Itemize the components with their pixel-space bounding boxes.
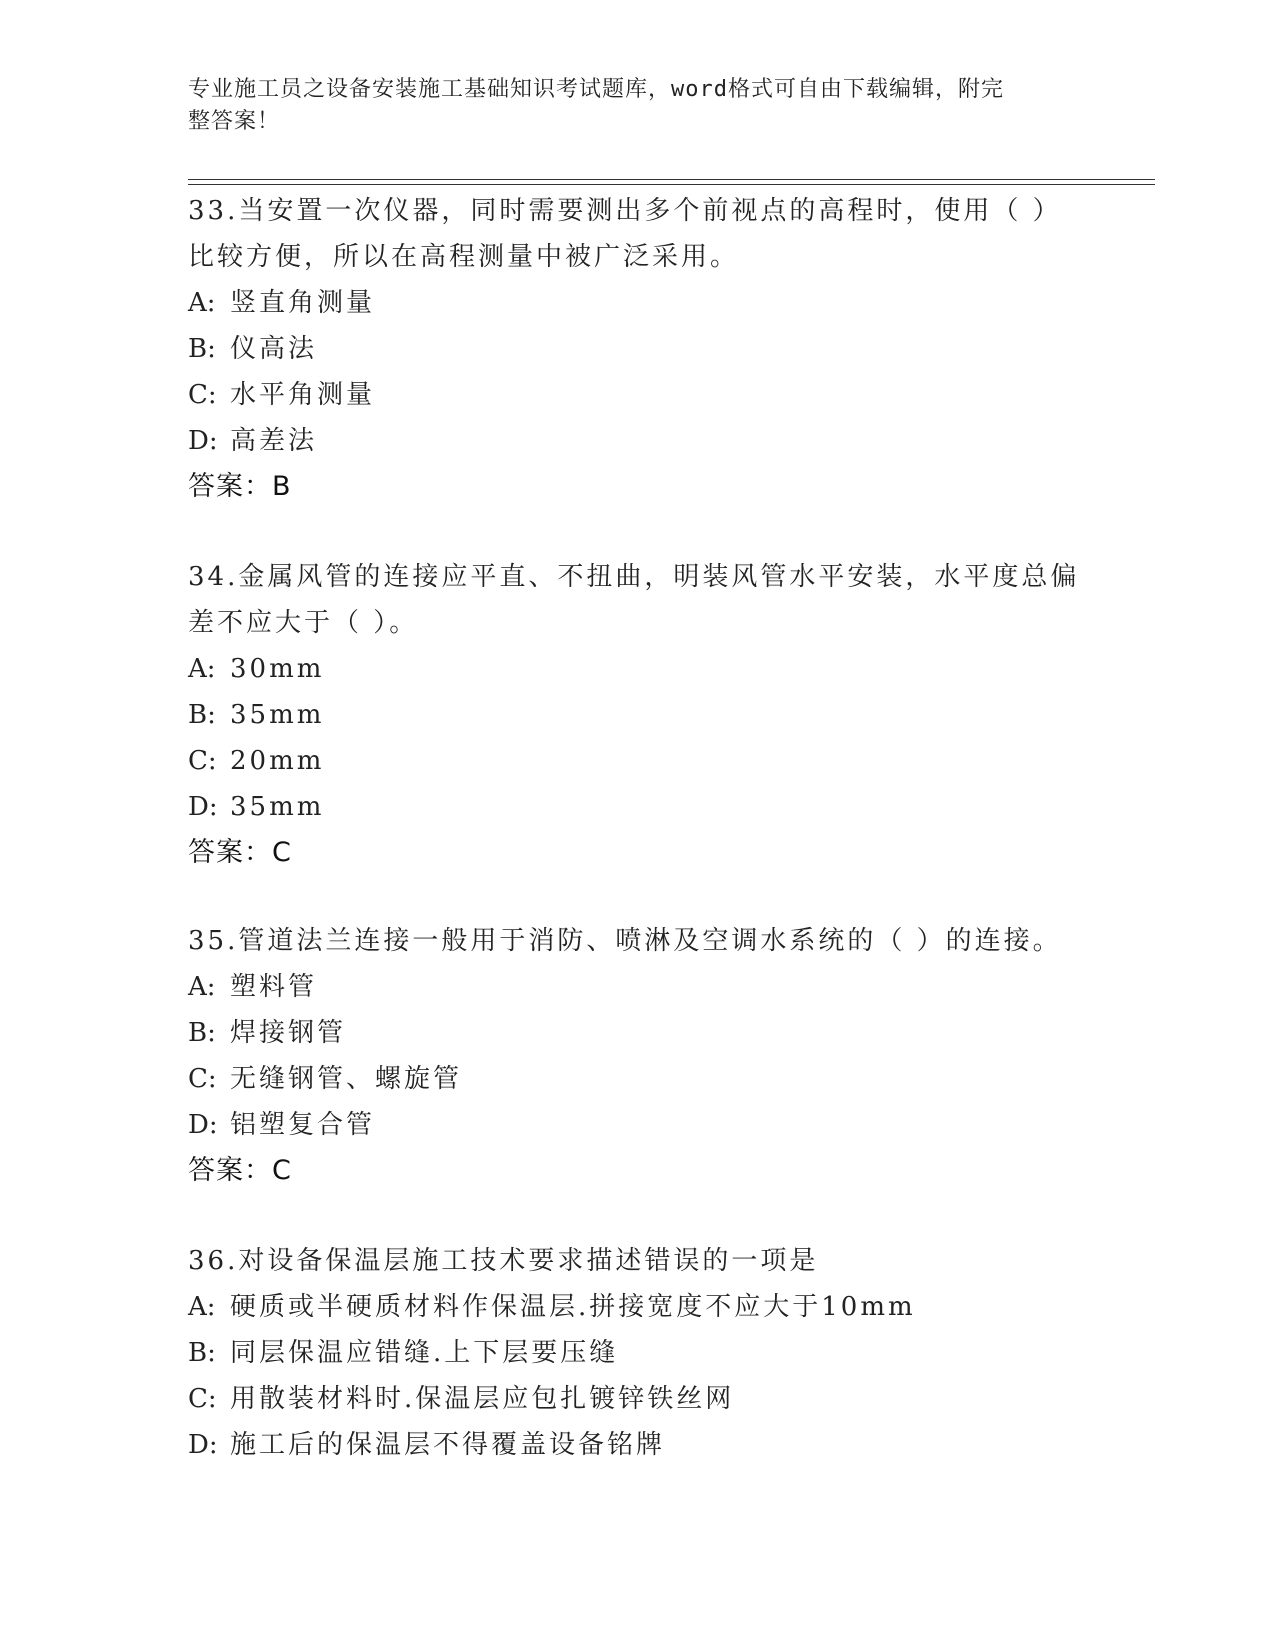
option-letter: D: (188, 792, 218, 822)
option-d (188, 784, 1088, 830)
header-divider-top (188, 179, 1155, 180)
option-letter: B: (188, 1338, 216, 1368)
option-text: 仪高法 (230, 334, 318, 364)
option-text: 高差法 (230, 426, 318, 456)
option-b (188, 1010, 1088, 1056)
option-d (188, 418, 1088, 464)
option-b (188, 326, 1088, 372)
question-stem-line: 比较方便，所以在高程测量中被广泛采用。 (188, 242, 740, 272)
option-letter: A: (188, 1292, 216, 1322)
option-letter: B: (188, 700, 216, 730)
option-letter: D: (188, 426, 218, 456)
option-a (188, 646, 1088, 692)
option-b (188, 692, 1088, 738)
option-text: 焊接钢管 (230, 1018, 347, 1048)
option-letter: A: (188, 288, 216, 318)
option-d (188, 1102, 1088, 1148)
option-letter: D: (188, 1110, 218, 1140)
question-35 (188, 918, 1088, 1194)
document-header (188, 74, 1068, 138)
option-letter: D: (188, 1430, 218, 1460)
question-stem-line: 34.金属风管的连接应平直、不扭曲，明装风管水平安装，水平度总偏 (188, 562, 1080, 592)
option-c (188, 1056, 1088, 1102)
option-text: 施工后的保温层不得覆盖设备铭牌 (230, 1430, 666, 1460)
answer-line: 答案：C (188, 1155, 292, 1186)
answer-line: 答案：B (188, 471, 292, 502)
option-c (188, 372, 1088, 418)
option-text: 塑料管 (230, 972, 318, 1002)
question-stem-line: 差不应大于（ ）。 (188, 608, 419, 638)
option-letter: B: (188, 1018, 216, 1048)
option-c (188, 738, 1088, 784)
option-letter: B: (188, 334, 216, 364)
question-stem-line: 36.对设备保温层施工技术要求描述错误的一项是 (188, 1246, 819, 1276)
header-line-2: 整答案！ (188, 109, 281, 134)
question-36 (188, 1238, 1088, 1468)
option-text: 硬质或半硬质材料作保温层.拼接宽度不应大于10mm (230, 1292, 916, 1322)
option-text: 30mm (230, 654, 325, 684)
question-33 (188, 188, 1088, 510)
option-b (188, 1330, 1088, 1376)
option-letter: C: (188, 746, 217, 776)
option-c (188, 1376, 1088, 1422)
option-letter: C: (188, 380, 217, 410)
option-letter: C: (188, 1064, 217, 1094)
option-letter: C: (188, 1384, 217, 1414)
option-text: 竖直角测量 (230, 288, 376, 318)
option-letter: A: (188, 972, 216, 1002)
option-a (188, 280, 1088, 326)
option-a (188, 1284, 1088, 1330)
header-line-1: 专业施工员之设备安装施工基础知识考试题库，word格式可自由下载编辑，附完 (188, 77, 1004, 102)
option-text: 35mm (230, 700, 325, 730)
option-text: 用散装材料时.保温层应包扎镀锌铁丝网 (230, 1384, 735, 1414)
option-a (188, 964, 1088, 1010)
answer-line: 答案：C (188, 837, 292, 868)
option-d (188, 1422, 1088, 1468)
question-stem-line: 35.管道法兰连接一般用于消防、喷淋及空调水系统的（ ）的连接。 (188, 926, 1062, 956)
option-text: 无缝钢管、螺旋管 (230, 1064, 463, 1094)
option-text: 水平角测量 (230, 380, 376, 410)
question-34 (188, 554, 1088, 876)
option-text: 铝塑复合管 (230, 1110, 376, 1140)
question-stem-line: 33.当安置一次仪器，同时需要测出多个前视点的高程时，使用（ ） (188, 196, 1062, 226)
header-divider-bottom (188, 184, 1155, 185)
option-text: 同层保温应错缝.上下层要压缝 (230, 1338, 619, 1368)
option-letter: A: (188, 654, 216, 684)
option-text: 35mm (230, 792, 325, 822)
option-text: 20mm (230, 746, 325, 776)
